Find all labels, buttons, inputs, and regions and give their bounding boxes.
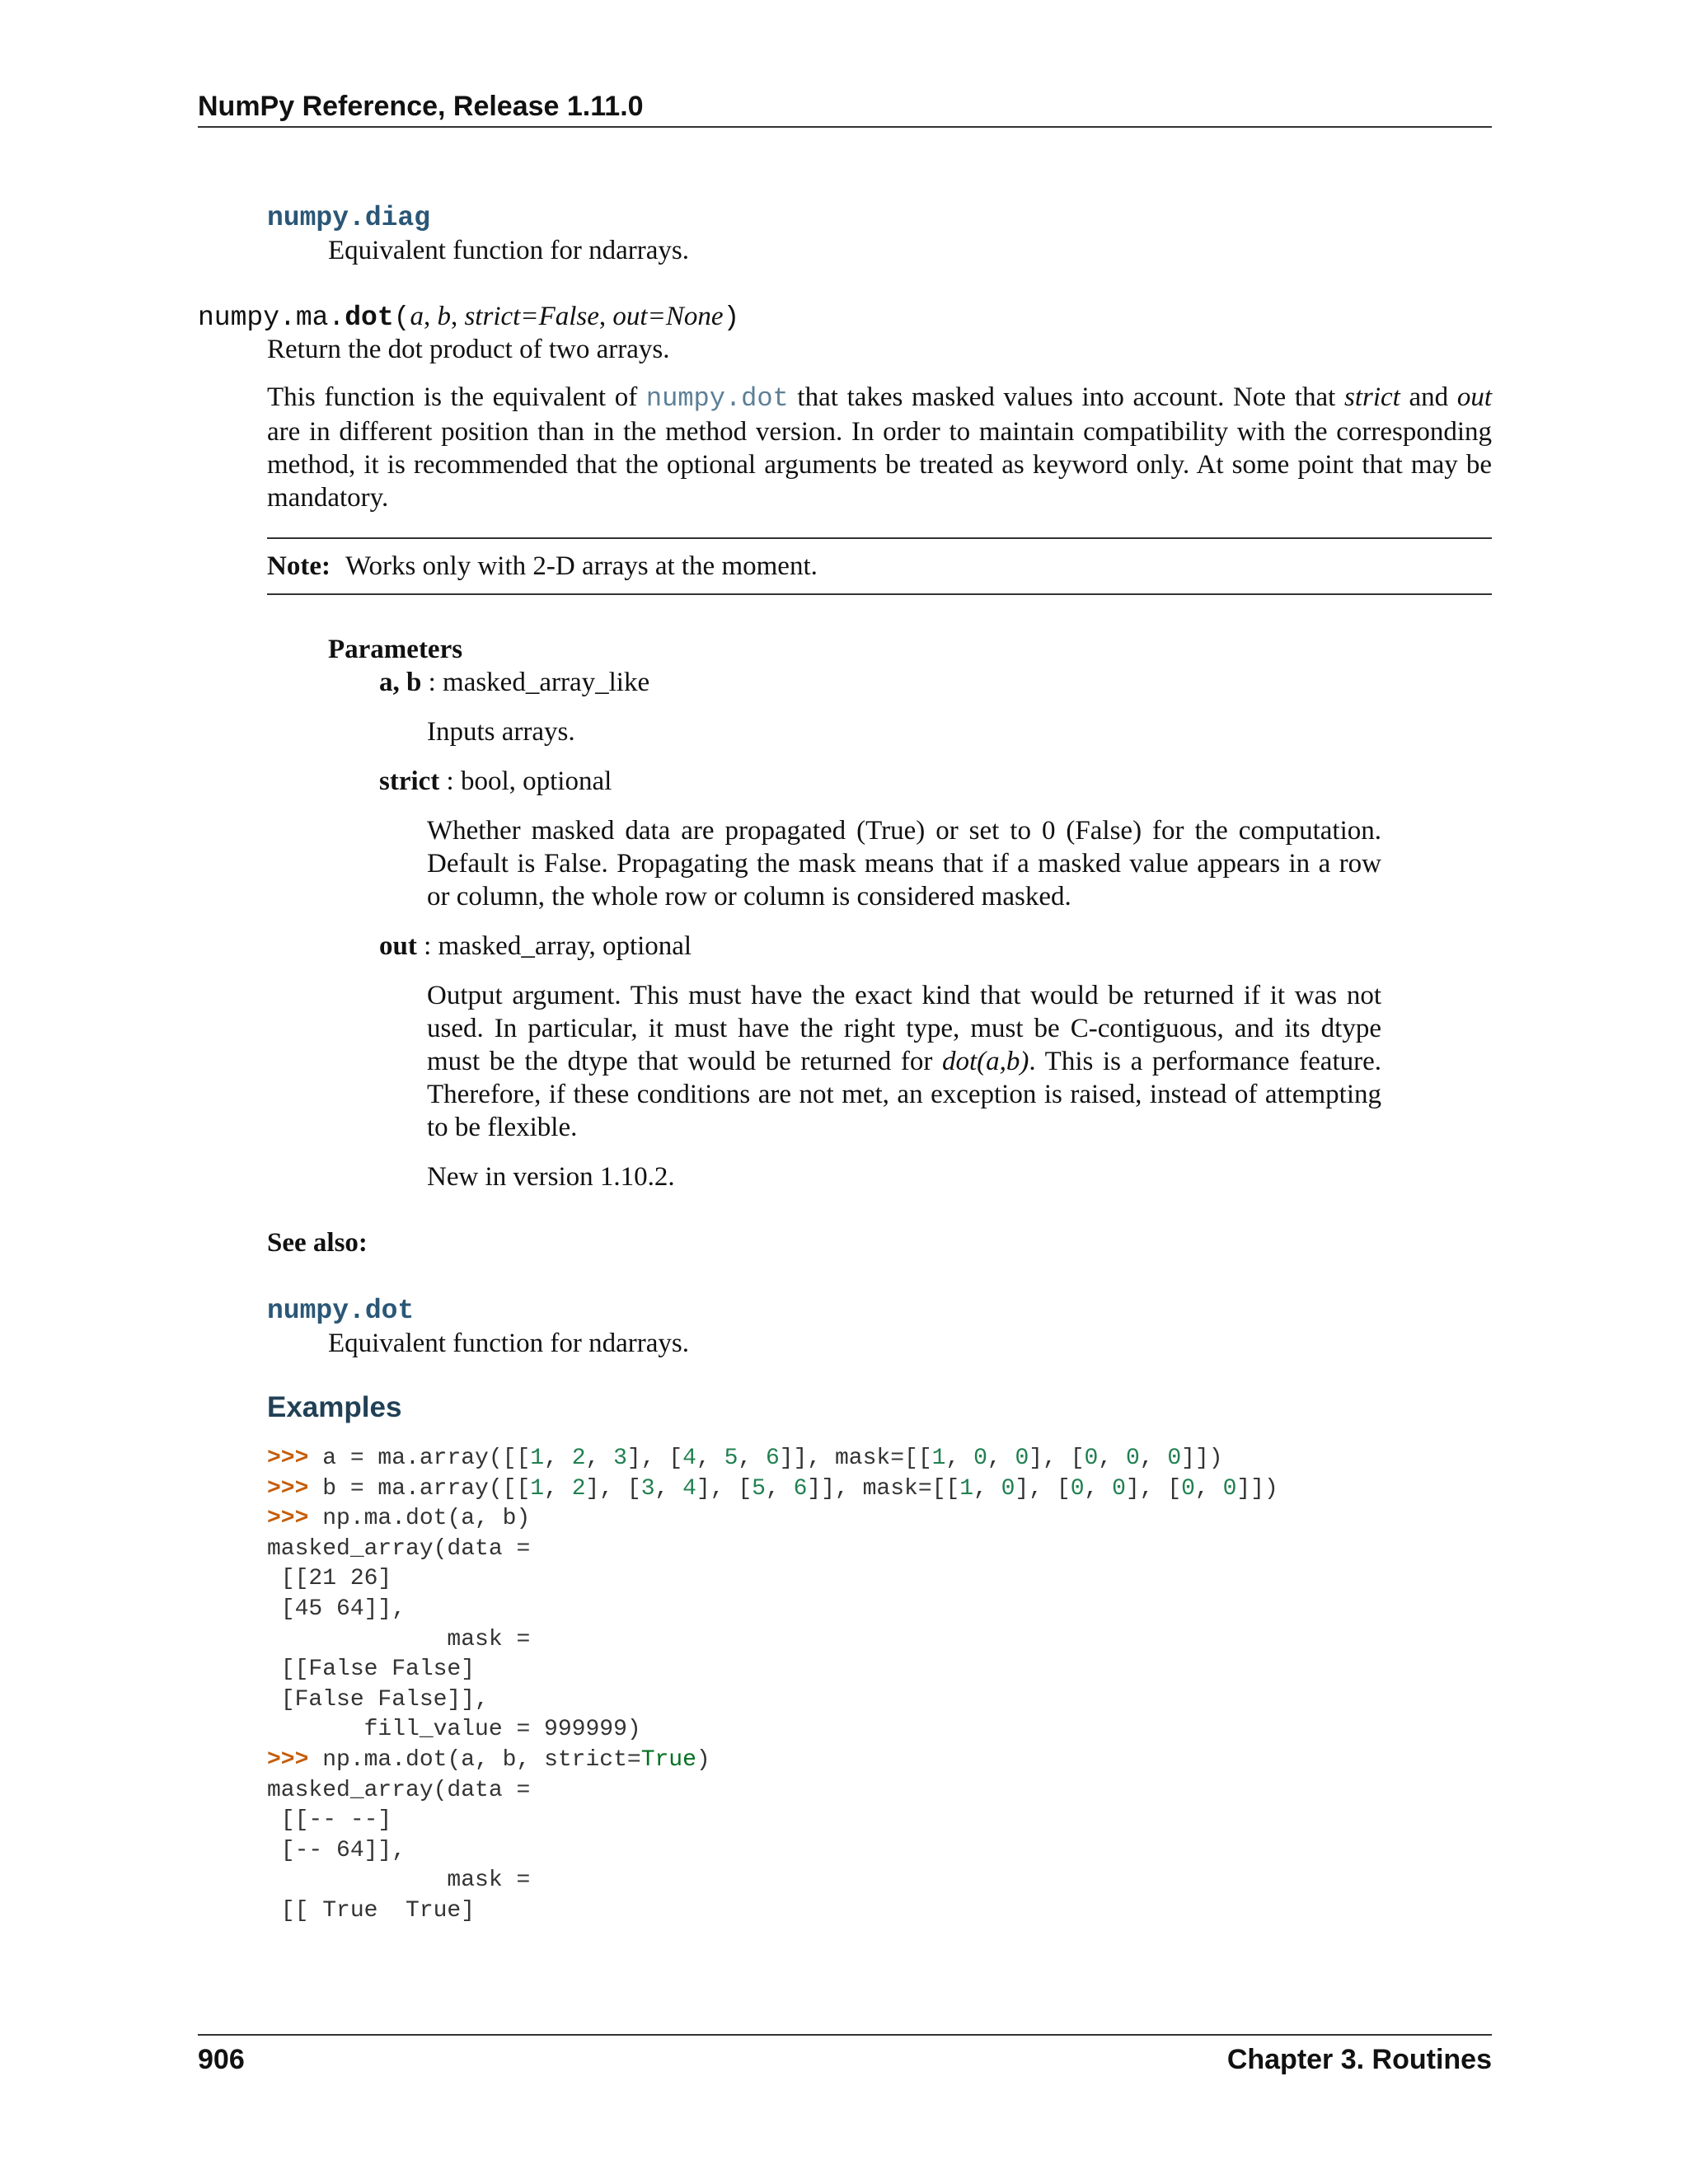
- signature-close-paren: ): [723, 302, 740, 333]
- header-title: NumPy Reference, Release 1.11.0: [198, 91, 644, 122]
- numpy-dot-link[interactable]: numpy.dot: [267, 1296, 415, 1326]
- signature-module: numpy.ma.: [198, 302, 345, 333]
- examples-heading: Examples: [267, 1391, 402, 1423]
- code-example-block: [267, 1444, 1278, 1927]
- param-ab-name: a, b: [379, 668, 422, 697]
- arg-b: b: [437, 302, 451, 331]
- param-out-name: out: [379, 931, 417, 961]
- param-out-desc-b: . This is a performance feature. Therefore, if these conditions are not met, an exception is raised, instead of attempting to be flexible.: [427, 1047, 1381, 1142]
- numpy-dot-inline-link[interactable]: numpy.dot: [645, 383, 789, 414]
- description-em-strict: strict: [1344, 382, 1400, 412]
- note-box: [267, 537, 1492, 595]
- parameters-heading: Parameters: [328, 635, 463, 664]
- signature-name: dot: [345, 302, 394, 333]
- code-line: [False False]],: [267, 1686, 489, 1713]
- code-line: masked_array(data =: [267, 1777, 531, 1803]
- code-line: >>> b = ma.array([[1, 2], [3, 4], [5, 6]], mask=[[1, 0], [0, 0], [0, 0]]): [267, 1475, 1278, 1502]
- param-strict-type: : bool, optional: [439, 766, 612, 796]
- chapter-title: Chapter 3. Routines: [1226, 2044, 1492, 2075]
- running-header: [198, 91, 1492, 128]
- function-description: [267, 381, 1492, 514]
- param-strict-description: Whether masked data are propagated (True) or set to 0 (False) for the computation. Default is False. Propagating the mask means that if a masked value appears in a row or column, the whole row or column is considered masked.: [427, 816, 1381, 912]
- code-line: [[21 26]: [267, 1566, 392, 1592]
- see-also-heading: See also:: [267, 1228, 368, 1258]
- code-line: mask =: [267, 1626, 531, 1652]
- description-part3: and: [1400, 382, 1457, 412]
- code-line: mask =: [267, 1868, 531, 1894]
- code-line: [[ True True]: [267, 1897, 476, 1924]
- description-em-out: out: [1456, 382, 1492, 412]
- code-line: >>> np.ma.dot(a, b, strict=True): [267, 1746, 710, 1773]
- signature-open-paren: (: [393, 302, 410, 333]
- param-out-desc-em: dot(a,b): [942, 1047, 1029, 1076]
- code-line: [[False False]: [267, 1657, 476, 1683]
- running-footer: [198, 2034, 1492, 2076]
- note-label: Note:: [267, 551, 331, 581]
- note-text: Works only with 2-D arrays at the moment.: [345, 551, 818, 581]
- code-line: fill_value = 999999): [267, 1717, 641, 1743]
- function-summary: Return the dot product of two arrays.: [267, 335, 670, 364]
- code-line: [[-- --]: [267, 1807, 392, 1834]
- arg-out: out=None: [612, 302, 724, 331]
- param-out-desc-a: Output argument. This must have the exact kind that would be returned if it was not used. In particular, it must have the right type, must be C-contiguous, and its dtype must be the dtype that would be returned for: [427, 981, 1381, 1076]
- code-line: [-- 64]],: [267, 1837, 406, 1863]
- description-part2: that takes masked values into account. Note that: [788, 382, 1344, 412]
- arg-strict: strict=False: [464, 302, 599, 331]
- param-ab-type: : masked_array_like: [421, 668, 650, 697]
- numpy-dot-description: Equivalent function for ndarrays.: [328, 1329, 690, 1358]
- arg-a: a: [410, 302, 424, 331]
- code-line: masked_array(data =: [267, 1535, 531, 1562]
- numpy-diag-description: Equivalent function for ndarrays.: [328, 236, 690, 265]
- function-signature: numpy.ma.dot(a, b, strict=False, out=None): [198, 302, 740, 333]
- param-out-type: : masked_array, optional: [416, 931, 692, 961]
- param-ab-description: Inputs arrays.: [427, 717, 575, 747]
- numpy-diag-link[interactable]: numpy.diag: [267, 203, 431, 233]
- param-ab: [379, 666, 649, 699]
- version-added: New in version 1.10.2.: [427, 1162, 675, 1192]
- param-out-description: [427, 979, 1381, 1144]
- param-out: [379, 930, 692, 963]
- code-line: [45 64]],: [267, 1596, 406, 1622]
- page-number: 906: [198, 2044, 245, 2075]
- code-line: >>> np.ma.dot(a, b): [267, 1506, 531, 1532]
- param-strict-name: strict: [379, 766, 440, 796]
- code-line: >>> a = ma.array([[1, 2, 3], [4, 5, 6]], mask=[[1, 0, 0], [0, 0, 0]]): [267, 1446, 1223, 1471]
- param-strict: [379, 765, 612, 798]
- description-part4: are in different position than in the method version. In order to maintain compatibility with the corresponding method, it is recommended that the optional arguments be treated as keyword only. At some point that may be mandatory.: [267, 417, 1492, 513]
- description-part1: This function is the equivalent of: [267, 382, 646, 412]
